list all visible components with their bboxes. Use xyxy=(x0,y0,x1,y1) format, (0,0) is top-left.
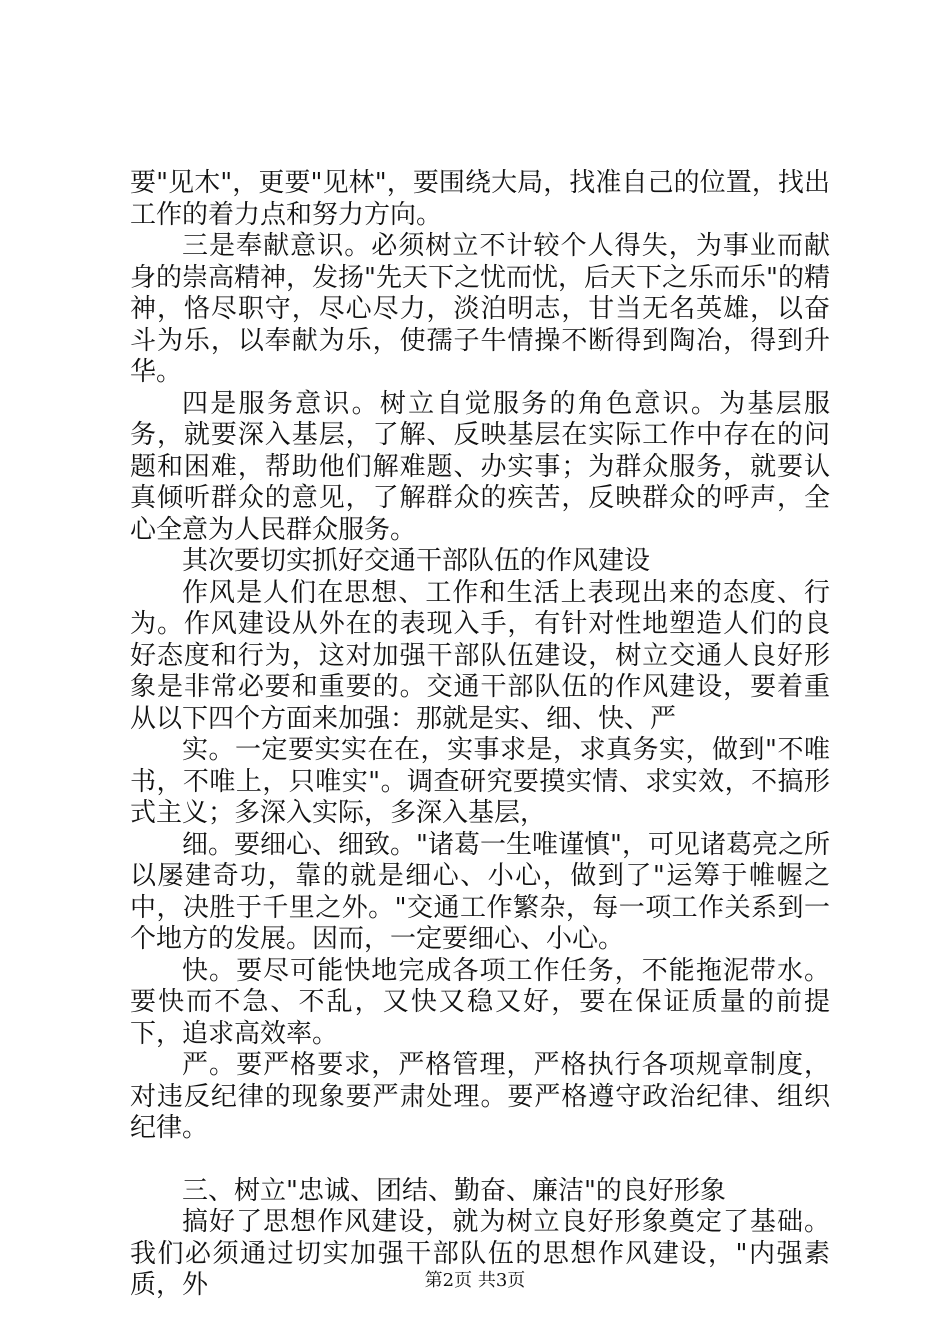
subheading-style-construction: 其次要切实抓好交通干部队伍的作风建设 xyxy=(182,546,651,576)
blank-line xyxy=(130,1145,830,1176)
paragraph-2: 三是奉献意识。必须树立不计较个人得失，为事业而献身的崇高精神，发扬"先天下之忧而忧，后天下之乐而乐"的精神，恪尽职守，尽心尽力，淡泊明志，甘当无名英雄，以奋斗为乐，以奉献为乐，使孺子牛情操不断得到陶冶，得到升华。 xyxy=(130,231,830,387)
section-heading: 三、树立"忠诚、团结、勤奋、廉洁"的良好形象 xyxy=(182,1175,726,1206)
page-footer: 第2页 共3页 xyxy=(424,1270,526,1291)
paragraph-shi: 实。一定要实实在在，实事求是，求真务实，做到"不唯书，不唯上，只唯实"。调查研究要摸实情、求实效，不搞形式主义；多深入实际，多深入基层， xyxy=(130,735,830,828)
paragraph-1: 要"见木"，更要"见林"，要围绕大局，找准自己的位置，找出工作的着力点和努力方向。 xyxy=(130,168,830,230)
paragraph-kuai: 快。要尽可能快地完成各项工作任务，不能拖泥带水。要快而不急、不乱，又快又稳又好，要在保证质量的前提下，追求高效率。 xyxy=(130,955,830,1049)
paragraph-yan: 严。要严格要求，严格管理，严格执行各项规章制度，对违反纪律的现象要严肃处理。要严格遵守政治纪律、组织纪律。 xyxy=(130,1050,830,1143)
paragraph-5: 作风是人们在思想、工作和生活上表现出来的态度、行为。作风建设从外在的表现入手，有针对性地塑造人们的良好态度和行为，这对加强干部队伍建设，树立交通人良好形象是非常必要和重要的。交通干部队伍的作风建设，要着重从以下四个方面来加强：那就是实、细、快、严 xyxy=(130,577,830,734)
paragraph-3: 四是服务意识。树立自觉服务的角色意识。为基层服务，就要深入基层，了解、反映基层在实际工作中存在的问题和困难，帮助他们解难题、办实事；为群众服务，就要认真倾听群众的意见，了解群众的疾苦，反映群众的呼声，全心全意为人民群众服务。 xyxy=(130,388,830,545)
document-body xyxy=(130,168,830,1302)
paragraph-xi: 细。要细心、细致。"诸葛一生唯谨慎"，可见诸葛亮之所以屡建奇功，靠的就是细心、小心，做到了"运筹于帷幄之中，决胜于千里之外。"交通工作繁杂，每一项工作关系到一个地方的发展。因而，一定要细心、小心。 xyxy=(130,829,830,954)
closing-paragraph: 搞好了思想作风建设，就为树立良好形象奠定了基础。我们必须通过切实加强干部队伍的思想作风建设，"内强素质，外 xyxy=(130,1207,830,1300)
